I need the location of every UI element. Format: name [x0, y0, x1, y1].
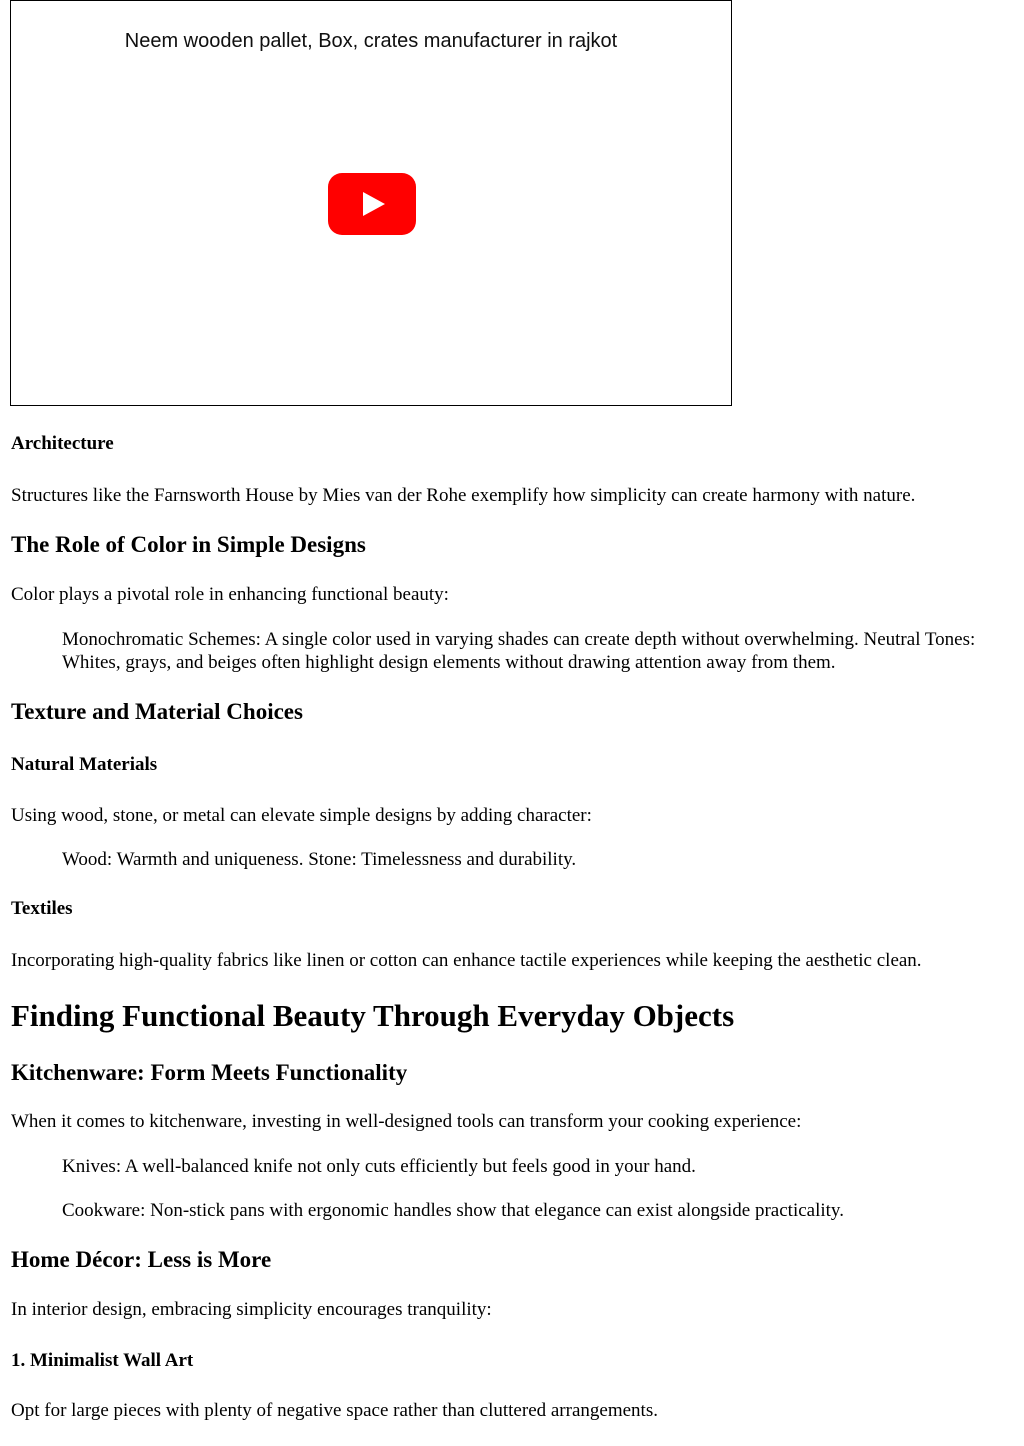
color-list: Monochromatic Schemes: A single color used in varying shades can create depth without overwhelming. Neutral Tones: Whites, grays, and beiges often highlight design elements without drawing attention away from them. — [62, 629, 976, 673]
color-heading: The Role of Color in Simple Designs — [11, 532, 366, 557]
list-item: Knives: A well-balanced knife not only cuts efficiently but feels good in your hand. — [62, 1156, 696, 1177]
list-item: Cookware: Non-stick pans with ergonomic handles show that elegance can exist alongside practicality. — [62, 1200, 844, 1221]
natural-materials-intro: Using wood, stone, or metal can elevate simple designs by adding character: — [11, 805, 592, 826]
architecture-heading: Architecture — [11, 433, 114, 454]
kitchenware-heading: Kitchenware: Form Meets Functionality — [11, 1060, 408, 1085]
wall-art-heading: 1. Minimalist Wall Art — [11, 1350, 194, 1371]
youtube-play-icon[interactable] — [328, 173, 416, 235]
embedded-video[interactable] — [10, 0, 732, 406]
video-title[interactable]: Neem wooden pallet, Box, crates manufacturer in rajkot — [124, 30, 618, 52]
home-decor-intro: In interior design, embracing simplicity encourages tranquility: — [11, 1299, 492, 1320]
textiles-heading: Textiles — [11, 898, 73, 919]
natural-materials-list: Wood: Warmth and uniqueness. Stone: Timelessness and durability. — [62, 849, 577, 870]
textiles-text: Incorporating high-quality fabrics like linen or cotton can enhance tactile experiences while keeping the aesthetic clean. — [11, 950, 922, 971]
natural-materials-heading: Natural Materials — [11, 754, 158, 775]
architecture-text: Structures like the Farnsworth House by Mies van der Rohe exemplify how simplicity can create harmony with nature. — [11, 485, 916, 506]
finding-beauty-heading: Finding Functional Beauty Through Everyday Objects — [11, 998, 735, 1033]
home-decor-heading: Home Décor: Less is More — [11, 1247, 272, 1272]
kitchenware-intro: When it comes to kitchenware, investing in well-designed tools can transform your cooking experience: — [11, 1111, 802, 1132]
wall-art-text: Opt for large pieces with plenty of negative space rather than cluttered arrangements. — [11, 1400, 658, 1421]
texture-heading: Texture and Material Choices — [11, 699, 303, 724]
color-intro: Color plays a pivotal role in enhancing functional beauty: — [11, 584, 449, 605]
